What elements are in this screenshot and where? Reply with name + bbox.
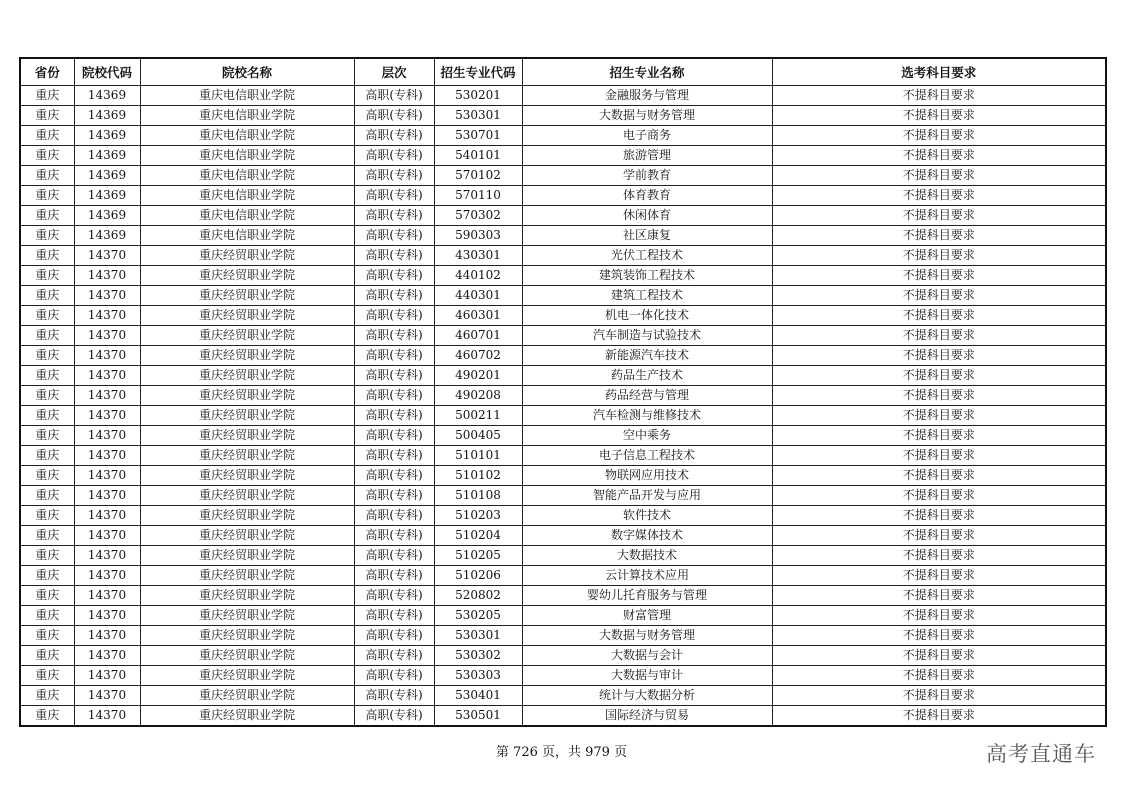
cell-school-code: 14369 <box>74 186 140 206</box>
table-row <box>20 706 1106 727</box>
watermark: 高考直通车 <box>986 742 1096 766</box>
cell-school-code: 14370 <box>74 486 140 506</box>
cell-subject-requirement: 不提科目要求 <box>772 686 1106 706</box>
cell-major-code: 510206 <box>434 566 522 586</box>
table-row <box>20 146 1106 166</box>
table-row <box>20 646 1106 666</box>
cell-province: 重庆 <box>20 266 74 286</box>
header-level: 层次 <box>354 58 434 86</box>
cell-major-name: 药品经营与管理 <box>522 386 772 406</box>
cell-subject-requirement: 不提科目要求 <box>772 346 1106 366</box>
cell-school-name: 重庆电信职业学院 <box>140 146 354 166</box>
cell-school-name: 重庆经贸职业学院 <box>140 346 354 366</box>
cell-level: 高职(专科) <box>354 506 434 526</box>
cell-major-code: 530401 <box>434 686 522 706</box>
cell-major-name: 电子商务 <box>522 126 772 146</box>
table-row <box>20 166 1106 186</box>
cell-major-code: 460301 <box>434 306 522 326</box>
cell-subject-requirement: 不提科目要求 <box>772 266 1106 286</box>
page-number: 第 726 页，共 979 页 <box>495 745 628 760</box>
cell-major-code: 530701 <box>434 126 522 146</box>
table-row <box>20 466 1106 486</box>
cell-school-name: 重庆电信职业学院 <box>140 106 354 126</box>
cell-subject-requirement: 不提科目要求 <box>772 706 1106 727</box>
cell-major-name: 汽车检测与维修技术 <box>522 406 772 426</box>
cell-major-name: 云计算技术应用 <box>522 566 772 586</box>
cell-subject-requirement: 不提科目要求 <box>772 86 1106 106</box>
cell-subject-requirement: 不提科目要求 <box>772 326 1106 346</box>
table-row <box>20 106 1106 126</box>
table-row <box>20 186 1106 206</box>
cell-major-name: 大数据技术 <box>522 546 772 566</box>
cell-subject-requirement: 不提科目要求 <box>772 386 1106 406</box>
cell-major-name: 药品生产技术 <box>522 366 772 386</box>
cell-school-code: 14370 <box>74 466 140 486</box>
cell-major-name: 大数据与财务管理 <box>522 106 772 126</box>
cell-major-code: 540101 <box>434 146 522 166</box>
cell-school-code: 14370 <box>74 386 140 406</box>
cell-province: 重庆 <box>20 386 74 406</box>
cell-school-name: 重庆经贸职业学院 <box>140 246 354 266</box>
cell-province: 重庆 <box>20 406 74 426</box>
cell-major-code: 530501 <box>434 706 522 727</box>
cell-major-name: 社区康复 <box>522 226 772 246</box>
cell-major-code: 460702 <box>434 346 522 366</box>
cell-level: 高职(专科) <box>354 446 434 466</box>
table-row <box>20 386 1106 406</box>
cell-subject-requirement: 不提科目要求 <box>772 126 1106 146</box>
cell-school-code: 14370 <box>74 346 140 366</box>
cell-level: 高职(专科) <box>354 266 434 286</box>
cell-province: 重庆 <box>20 546 74 566</box>
cell-major-code: 530205 <box>434 606 522 626</box>
cell-level: 高职(专科) <box>354 186 434 206</box>
cell-subject-requirement: 不提科目要求 <box>772 446 1106 466</box>
cell-school-code: 14370 <box>74 666 140 686</box>
cell-major-code: 460701 <box>434 326 522 346</box>
cell-subject-requirement: 不提科目要求 <box>772 366 1106 386</box>
cell-major-code: 490201 <box>434 366 522 386</box>
cell-province: 重庆 <box>20 586 74 606</box>
cell-major-code: 440301 <box>434 286 522 306</box>
cell-subject-requirement: 不提科目要求 <box>772 206 1106 226</box>
cell-province: 重庆 <box>20 346 74 366</box>
cell-level: 高职(专科) <box>354 486 434 506</box>
cell-major-name: 体育教育 <box>522 186 772 206</box>
cell-major-code: 430301 <box>434 246 522 266</box>
cell-major-code: 510204 <box>434 526 522 546</box>
table-row <box>20 546 1106 566</box>
cell-province: 重庆 <box>20 246 74 266</box>
cell-major-code: 590303 <box>434 226 522 246</box>
cell-school-name: 重庆电信职业学院 <box>140 86 354 106</box>
cell-school-name: 重庆经贸职业学院 <box>140 706 354 727</box>
cell-province: 重庆 <box>20 106 74 126</box>
cell-school-code: 14370 <box>74 326 140 346</box>
cell-province: 重庆 <box>20 326 74 346</box>
cell-level: 高职(专科) <box>354 686 434 706</box>
cell-level: 高职(专科) <box>354 706 434 727</box>
cell-province: 重庆 <box>20 226 74 246</box>
cell-major-code: 490208 <box>434 386 522 406</box>
cell-level: 高职(专科) <box>354 146 434 166</box>
cell-school-code: 14369 <box>74 146 140 166</box>
cell-major-code: 530301 <box>434 106 522 126</box>
cell-subject-requirement: 不提科目要求 <box>772 246 1106 266</box>
cell-level: 高职(专科) <box>354 526 434 546</box>
table-row <box>20 606 1106 626</box>
cell-level: 高职(专科) <box>354 406 434 426</box>
cell-subject-requirement: 不提科目要求 <box>772 286 1106 306</box>
cell-major-name: 休闲体育 <box>522 206 772 226</box>
cell-school-code: 14370 <box>74 426 140 446</box>
cell-level: 高职(专科) <box>354 586 434 606</box>
table-row <box>20 346 1106 366</box>
cell-level: 高职(专科) <box>354 286 434 306</box>
cell-school-name: 重庆经贸职业学院 <box>140 686 354 706</box>
table-row <box>20 566 1106 586</box>
cell-level: 高职(专科) <box>354 326 434 346</box>
cell-school-name: 重庆电信职业学院 <box>140 226 354 246</box>
table-row <box>20 526 1106 546</box>
cell-level: 高职(专科) <box>354 246 434 266</box>
cell-province: 重庆 <box>20 626 74 646</box>
cell-school-code: 14369 <box>74 126 140 146</box>
cell-school-code: 14370 <box>74 246 140 266</box>
cell-major-code: 510203 <box>434 506 522 526</box>
cell-major-name: 软件技术 <box>522 506 772 526</box>
cell-level: 高职(专科) <box>354 206 434 226</box>
cell-level: 高职(专科) <box>354 86 434 106</box>
cell-major-name: 智能产品开发与应用 <box>522 486 772 506</box>
cell-province: 重庆 <box>20 306 74 326</box>
table-row <box>20 226 1106 246</box>
cell-major-name: 大数据与财务管理 <box>522 626 772 646</box>
cell-province: 重庆 <box>20 166 74 186</box>
cell-school-name: 重庆经贸职业学院 <box>140 586 354 606</box>
cell-subject-requirement: 不提科目要求 <box>772 506 1106 526</box>
cell-school-code: 14370 <box>74 586 140 606</box>
cell-major-code: 510102 <box>434 466 522 486</box>
cell-level: 高职(专科) <box>354 426 434 446</box>
cell-school-name: 重庆经贸职业学院 <box>140 266 354 286</box>
cell-major-code: 570110 <box>434 186 522 206</box>
table-row <box>20 426 1106 446</box>
cell-school-name: 重庆经贸职业学院 <box>140 426 354 446</box>
cell-major-name: 学前教育 <box>522 166 772 186</box>
cell-major-code: 510205 <box>434 546 522 566</box>
cell-school-code: 14369 <box>74 86 140 106</box>
cell-school-name: 重庆电信职业学院 <box>140 166 354 186</box>
cell-subject-requirement: 不提科目要求 <box>772 626 1106 646</box>
cell-major-code: 570102 <box>434 166 522 186</box>
cell-school-code: 14370 <box>74 266 140 286</box>
cell-subject-requirement: 不提科目要求 <box>772 586 1106 606</box>
cell-school-code: 14370 <box>74 366 140 386</box>
cell-school-name: 重庆经贸职业学院 <box>140 646 354 666</box>
cell-subject-requirement: 不提科目要求 <box>772 526 1106 546</box>
cell-school-code: 14370 <box>74 626 140 646</box>
table-row <box>20 686 1106 706</box>
cell-school-name: 重庆经贸职业学院 <box>140 306 354 326</box>
cell-major-name: 国际经济与贸易 <box>522 706 772 727</box>
table-row <box>20 626 1106 646</box>
cell-school-code: 14370 <box>74 706 140 727</box>
table-row <box>20 286 1106 306</box>
table-row <box>20 86 1106 106</box>
cell-level: 高职(专科) <box>354 346 434 366</box>
cell-subject-requirement: 不提科目要求 <box>772 486 1106 506</box>
cell-major-name: 大数据与审计 <box>522 666 772 686</box>
cell-school-name: 重庆经贸职业学院 <box>140 546 354 566</box>
cell-school-name: 重庆经贸职业学院 <box>140 526 354 546</box>
cell-major-name: 大数据与会计 <box>522 646 772 666</box>
cell-subject-requirement: 不提科目要求 <box>772 306 1106 326</box>
table-row <box>20 486 1106 506</box>
cell-level: 高职(专科) <box>354 466 434 486</box>
cell-major-code: 440102 <box>434 266 522 286</box>
cell-subject-requirement: 不提科目要求 <box>772 226 1106 246</box>
cell-subject-requirement: 不提科目要求 <box>772 546 1106 566</box>
cell-major-name: 建筑装饰工程技术 <box>522 266 772 286</box>
cell-school-code: 14370 <box>74 606 140 626</box>
cell-major-name: 光伏工程技术 <box>522 246 772 266</box>
cell-major-name: 电子信息工程技术 <box>522 446 772 466</box>
cell-school-code: 14370 <box>74 406 140 426</box>
cell-school-name: 重庆经贸职业学院 <box>140 326 354 346</box>
header-major-code: 招生专业代码 <box>434 58 522 86</box>
cell-school-code: 14370 <box>74 686 140 706</box>
cell-major-name: 汽车制造与试验技术 <box>522 326 772 346</box>
table-row <box>20 246 1106 266</box>
cell-subject-requirement: 不提科目要求 <box>772 666 1106 686</box>
cell-school-code: 14370 <box>74 546 140 566</box>
cell-province: 重庆 <box>20 706 74 727</box>
cell-major-code: 570302 <box>434 206 522 226</box>
cell-major-name: 金融服务与管理 <box>522 86 772 106</box>
table-row <box>20 366 1106 386</box>
cell-level: 高职(专科) <box>354 106 434 126</box>
cell-school-code: 14370 <box>74 446 140 466</box>
table-row <box>20 666 1106 686</box>
cell-province: 重庆 <box>20 446 74 466</box>
cell-major-code: 530201 <box>434 86 522 106</box>
cell-province: 重庆 <box>20 606 74 626</box>
cell-province: 重庆 <box>20 506 74 526</box>
cell-major-name: 物联网应用技术 <box>522 466 772 486</box>
cell-subject-requirement: 不提科目要求 <box>772 406 1106 426</box>
admission-table <box>19 57 1107 727</box>
cell-level: 高职(专科) <box>354 666 434 686</box>
cell-subject-requirement: 不提科目要求 <box>772 646 1106 666</box>
cell-major-name: 机电一体化技术 <box>522 306 772 326</box>
cell-school-code: 14369 <box>74 106 140 126</box>
cell-school-name: 重庆经贸职业学院 <box>140 466 354 486</box>
table-row <box>20 406 1106 426</box>
cell-province: 重庆 <box>20 686 74 706</box>
cell-school-code: 14370 <box>74 286 140 306</box>
cell-major-code: 530302 <box>434 646 522 666</box>
cell-province: 重庆 <box>20 566 74 586</box>
cell-major-name: 数字媒体技术 <box>522 526 772 546</box>
table-row <box>20 206 1106 226</box>
cell-school-name: 重庆经贸职业学院 <box>140 626 354 646</box>
cell-school-code: 14370 <box>74 506 140 526</box>
table-row <box>20 586 1106 606</box>
table-body <box>20 86 1106 727</box>
cell-level: 高职(专科) <box>354 386 434 406</box>
cell-province: 重庆 <box>20 146 74 166</box>
cell-province: 重庆 <box>20 666 74 686</box>
cell-subject-requirement: 不提科目要求 <box>772 106 1106 126</box>
cell-subject-requirement: 不提科目要求 <box>772 606 1106 626</box>
table-row <box>20 326 1106 346</box>
header-row <box>20 58 1106 86</box>
cell-province: 重庆 <box>20 366 74 386</box>
cell-school-name: 重庆经贸职业学院 <box>140 566 354 586</box>
cell-school-name: 重庆经贸职业学院 <box>140 506 354 526</box>
cell-major-name: 统计与大数据分析 <box>522 686 772 706</box>
cell-school-code: 14369 <box>74 226 140 246</box>
cell-school-name: 重庆经贸职业学院 <box>140 386 354 406</box>
header-school-code: 院校代码 <box>74 58 140 86</box>
cell-school-code: 14370 <box>74 646 140 666</box>
table-row <box>20 266 1106 286</box>
cell-school-name: 重庆经贸职业学院 <box>140 366 354 386</box>
cell-level: 高职(专科) <box>354 546 434 566</box>
header-subject-requirement: 选考科目要求 <box>772 58 1106 86</box>
cell-major-name: 财富管理 <box>522 606 772 626</box>
cell-subject-requirement: 不提科目要求 <box>772 186 1106 206</box>
table-row <box>20 506 1106 526</box>
cell-subject-requirement: 不提科目要求 <box>772 466 1106 486</box>
cell-school-name: 重庆经贸职业学院 <box>140 666 354 686</box>
cell-level: 高职(专科) <box>354 366 434 386</box>
cell-major-name: 新能源汽车技术 <box>522 346 772 366</box>
cell-school-code: 14370 <box>74 566 140 586</box>
cell-subject-requirement: 不提科目要求 <box>772 166 1106 186</box>
cell-school-code: 14370 <box>74 306 140 326</box>
cell-level: 高职(专科) <box>354 126 434 146</box>
cell-school-name: 重庆电信职业学院 <box>140 206 354 226</box>
cell-school-code: 14369 <box>74 166 140 186</box>
cell-subject-requirement: 不提科目要求 <box>772 146 1106 166</box>
cell-school-name: 重庆经贸职业学院 <box>140 606 354 626</box>
cell-province: 重庆 <box>20 206 74 226</box>
cell-major-code: 520802 <box>434 586 522 606</box>
cell-school-code: 14370 <box>74 526 140 546</box>
table-row <box>20 446 1106 466</box>
cell-major-code: 530303 <box>434 666 522 686</box>
cell-school-name: 重庆经贸职业学院 <box>140 486 354 506</box>
cell-province: 重庆 <box>20 126 74 146</box>
cell-level: 高职(专科) <box>354 646 434 666</box>
cell-subject-requirement: 不提科目要求 <box>772 426 1106 446</box>
cell-school-name: 重庆经贸职业学院 <box>140 286 354 306</box>
cell-school-name: 重庆电信职业学院 <box>140 186 354 206</box>
cell-level: 高职(专科) <box>354 606 434 626</box>
cell-province: 重庆 <box>20 486 74 506</box>
table-row <box>20 126 1106 146</box>
cell-major-code: 510101 <box>434 446 522 466</box>
header-school-name: 院校名称 <box>140 58 354 86</box>
cell-school-name: 重庆电信职业学院 <box>140 126 354 146</box>
header-major-name: 招生专业名称 <box>522 58 772 86</box>
cell-major-name: 建筑工程技术 <box>522 286 772 306</box>
cell-major-name: 空中乘务 <box>522 426 772 446</box>
cell-school-code: 14369 <box>74 206 140 226</box>
cell-province: 重庆 <box>20 646 74 666</box>
cell-major-code: 530301 <box>434 626 522 646</box>
cell-major-code: 500405 <box>434 426 522 446</box>
cell-level: 高职(专科) <box>354 566 434 586</box>
cell-level: 高职(专科) <box>354 626 434 646</box>
cell-school-name: 重庆经贸职业学院 <box>140 406 354 426</box>
cell-major-name: 旅游管理 <box>522 146 772 166</box>
cell-province: 重庆 <box>20 286 74 306</box>
cell-level: 高职(专科) <box>354 226 434 246</box>
cell-major-code: 510108 <box>434 486 522 506</box>
cell-province: 重庆 <box>20 526 74 546</box>
cell-province: 重庆 <box>20 86 74 106</box>
table-row <box>20 306 1106 326</box>
cell-major-name: 婴幼儿托育服务与管理 <box>522 586 772 606</box>
header-province: 省份 <box>20 58 74 86</box>
cell-province: 重庆 <box>20 466 74 486</box>
cell-subject-requirement: 不提科目要求 <box>772 566 1106 586</box>
cell-level: 高职(专科) <box>354 306 434 326</box>
cell-major-code: 500211 <box>434 406 522 426</box>
cell-province: 重庆 <box>20 186 74 206</box>
cell-level: 高职(专科) <box>354 166 434 186</box>
cell-school-name: 重庆经贸职业学院 <box>140 446 354 466</box>
cell-province: 重庆 <box>20 426 74 446</box>
